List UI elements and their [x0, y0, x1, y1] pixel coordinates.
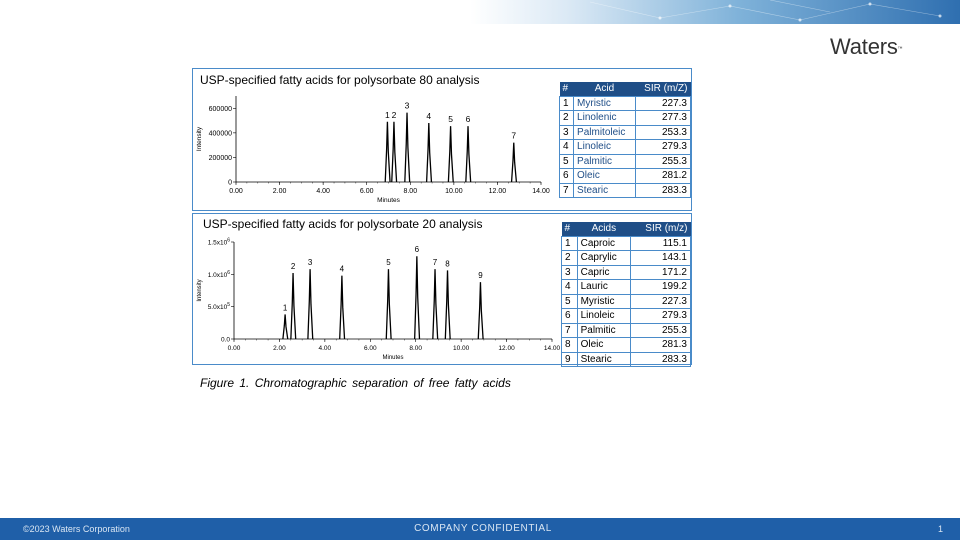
- header-sir: SIR (m/z): [631, 222, 691, 236]
- x-tick-label: 4.00: [316, 188, 330, 195]
- chart-panel-polysorbate-80: [192, 68, 692, 211]
- x-tick-label: 0.00: [227, 345, 241, 352]
- table-row: [562, 352, 691, 367]
- peak-3: [405, 113, 410, 182]
- cell-number: 6: [560, 169, 574, 184]
- x-tick-label: 14.00: [532, 188, 550, 195]
- y-tick-label: $1.0x10^6$: [207, 269, 230, 279]
- cell-sir: 255.3: [631, 323, 691, 338]
- page-number: 1: [937, 524, 943, 534]
- header-number: #: [562, 222, 578, 236]
- cell-sir: 277.3: [635, 111, 690, 126]
- cell-sir: 227.3: [635, 96, 690, 111]
- table-row: [560, 183, 691, 198]
- acid-table-polysorbate-20: [561, 222, 691, 367]
- cell-sir: 171.2: [631, 265, 691, 280]
- peak-6: [415, 256, 420, 339]
- cell-acid: Linoleic: [574, 140, 636, 155]
- cell-number: 8: [562, 338, 578, 353]
- peak-6: [466, 126, 471, 182]
- cell-sir: 283.3: [631, 352, 691, 367]
- cell-number: 4: [562, 280, 578, 295]
- peak-label-6: 6: [414, 245, 420, 255]
- x-tick-label: 10.00: [453, 345, 470, 352]
- cell-number: 6: [562, 309, 578, 324]
- cell-number: 5: [562, 294, 578, 309]
- x-tick-label: 6.00: [359, 188, 374, 195]
- cell-number: 1: [562, 236, 578, 251]
- peak-label-5: 5: [386, 258, 391, 268]
- cell-acid: Stearic: [574, 183, 636, 198]
- y-tick-label: 0.0: [220, 336, 230, 344]
- peak-label-8: 8: [445, 259, 450, 269]
- cell-number: 1: [560, 96, 574, 111]
- peak-label-6: 6: [465, 114, 471, 125]
- cell-sir: 279.3: [635, 140, 690, 155]
- cell-number: 9: [562, 352, 578, 367]
- peak-2: [291, 273, 296, 339]
- y-axis-label: Intensity: [197, 279, 203, 302]
- chromatogram-polysorbate-80: [193, 69, 558, 212]
- chart-title: USP-specified fatty acids for polysorbate 80 analysis: [200, 73, 480, 87]
- cell-acid: Linoleic: [577, 309, 631, 324]
- x-tick-label: 10.00: [445, 188, 463, 195]
- peak-7: [433, 269, 438, 339]
- cell-acid: Myristic: [574, 96, 636, 111]
- peak-8: [445, 270, 450, 339]
- peak-1: [385, 122, 390, 182]
- table-row: [560, 125, 691, 140]
- peak-label-1: 1: [282, 303, 288, 313]
- cell-number: 5: [560, 154, 574, 169]
- peak-4: [340, 276, 345, 339]
- peak-label-9: 9: [478, 271, 483, 281]
- peak-label-3: 3: [404, 100, 410, 111]
- x-tick-label: 6.00: [363, 345, 377, 352]
- cell-number: 3: [560, 125, 574, 140]
- waters-logo: [830, 34, 902, 60]
- cell-sir: 279.3: [631, 309, 691, 324]
- cell-sir: 283.3: [635, 183, 690, 198]
- cell-acid: Capric: [577, 265, 631, 280]
- cell-number: 2: [560, 111, 574, 126]
- y-tick-exponent: 5: [227, 302, 230, 309]
- cell-sir: 281.2: [635, 169, 690, 184]
- header-acid: Acid: [574, 82, 636, 96]
- table-row: [562, 323, 691, 338]
- cell-acid: Myristic: [577, 294, 631, 309]
- cell-number: 2: [562, 251, 578, 266]
- header-number: #: [560, 82, 574, 96]
- cell-acid: Caproic: [577, 236, 631, 251]
- cell-number: 7: [560, 183, 574, 198]
- x-axis-label: Minutes: [377, 197, 400, 204]
- peak-label-4: 4: [339, 264, 345, 274]
- x-tick-label: 12.00: [488, 188, 507, 195]
- chart-title: USP-specified fatty acids for polysorbate 20 analysis: [203, 217, 483, 231]
- peak-label-1: 1: [385, 109, 390, 120]
- table-row: [562, 338, 691, 353]
- cell-acid: Lauric: [577, 280, 631, 295]
- table-row: [560, 140, 691, 155]
- table-row: [562, 265, 691, 280]
- cell-acid: Oleic: [574, 169, 636, 184]
- cell-number: 7: [562, 323, 578, 338]
- acid-table-polysorbate-80: [559, 82, 691, 198]
- y-tick-exponent: 6: [227, 237, 230, 244]
- y-tick-label: 600000: [208, 105, 232, 113]
- cell-acid: Stearic: [577, 352, 631, 367]
- cell-number: 3: [562, 265, 578, 280]
- peak-label-7: 7: [511, 130, 517, 141]
- table-header-row: [560, 82, 691, 96]
- cell-sir: 281.3: [631, 338, 691, 353]
- chromatogram-polysorbate-20: [193, 214, 561, 366]
- cell-sir: 227.3: [631, 294, 691, 309]
- peak-9: [478, 282, 483, 339]
- peak-label-2: 2: [391, 109, 397, 120]
- cell-acid: Caprylic: [577, 251, 631, 266]
- x-tick-label: 0.00: [229, 188, 243, 195]
- copyright-text: ©2023 Waters Corporation: [23, 524, 130, 534]
- y-tick-label: $5.0x10^5$: [207, 302, 230, 312]
- cell-acid: Palmitoleic: [574, 125, 636, 140]
- peak-5: [386, 269, 391, 339]
- cell-acid: Linolenic: [574, 111, 636, 126]
- peak-label-7: 7: [432, 258, 438, 268]
- confidential-label: COMPANY CONFIDENTIAL: [414, 523, 552, 534]
- logo-text: Waters: [830, 34, 898, 59]
- x-tick-label: 2.00: [273, 345, 286, 352]
- cell-sir: 115.1: [631, 236, 691, 251]
- chart-panel-polysorbate-20: [192, 213, 692, 365]
- peak-4: [427, 123, 432, 182]
- peak-label-4: 4: [426, 111, 432, 122]
- table-row: [560, 111, 691, 126]
- trademark-mark: ™: [897, 46, 903, 52]
- table-header-row: [562, 222, 691, 236]
- table-row: [560, 169, 691, 184]
- peak-7: [512, 143, 517, 182]
- cell-sir: 143.1: [631, 251, 691, 266]
- peak-5: [448, 126, 453, 182]
- y-tick-label: $1.5x10^6$: [207, 237, 230, 247]
- x-tick-label: 4.00: [318, 345, 332, 352]
- figure-caption: Figure 1. Chromatographic separation of free fatty acids: [200, 376, 511, 390]
- x-tick-label: 12.00: [498, 345, 515, 352]
- cell-acid: Palmitic: [577, 323, 631, 338]
- cell-sir: 253.3: [635, 125, 690, 140]
- y-tick-label: 400000: [208, 130, 232, 138]
- header-sir: SIR (m/Z): [635, 82, 690, 96]
- network-pattern-icon: [470, 0, 960, 24]
- table-row: [562, 309, 691, 324]
- x-tick-label: 14.00: [543, 345, 561, 352]
- peak-3: [308, 269, 313, 339]
- peak-label-5: 5: [448, 114, 453, 125]
- table-row: [562, 280, 691, 295]
- cell-sir: 255.3: [635, 154, 690, 169]
- x-tick-label: 8.00: [403, 188, 418, 195]
- table-row: [560, 154, 691, 169]
- cell-sir: 199.2: [631, 280, 691, 295]
- footer-bar: [0, 518, 960, 540]
- peak-label-2: 2: [290, 262, 296, 272]
- cell-number: 4: [560, 140, 574, 155]
- x-tick-label: 2.00: [272, 188, 287, 195]
- y-tick-label: 0: [228, 179, 232, 187]
- table-row: [562, 251, 691, 266]
- cell-acid: Oleic: [577, 338, 631, 353]
- peak-label-3: 3: [307, 258, 313, 268]
- y-tick-label: 200000: [208, 154, 232, 162]
- cell-acid: Palmitic: [574, 154, 636, 169]
- top-banner: [470, 0, 960, 24]
- header-acid: Acids: [577, 222, 631, 236]
- table-row: [562, 294, 691, 309]
- x-tick-label: 8.00: [409, 345, 423, 352]
- y-axis-label: Intensity: [196, 126, 203, 152]
- peak-2: [392, 122, 397, 182]
- y-tick-exponent: 6: [227, 269, 230, 276]
- peak-1: [283, 314, 288, 339]
- table-row: [560, 96, 691, 111]
- table-row: [562, 236, 691, 251]
- x-axis-label: Minutes: [382, 355, 404, 361]
